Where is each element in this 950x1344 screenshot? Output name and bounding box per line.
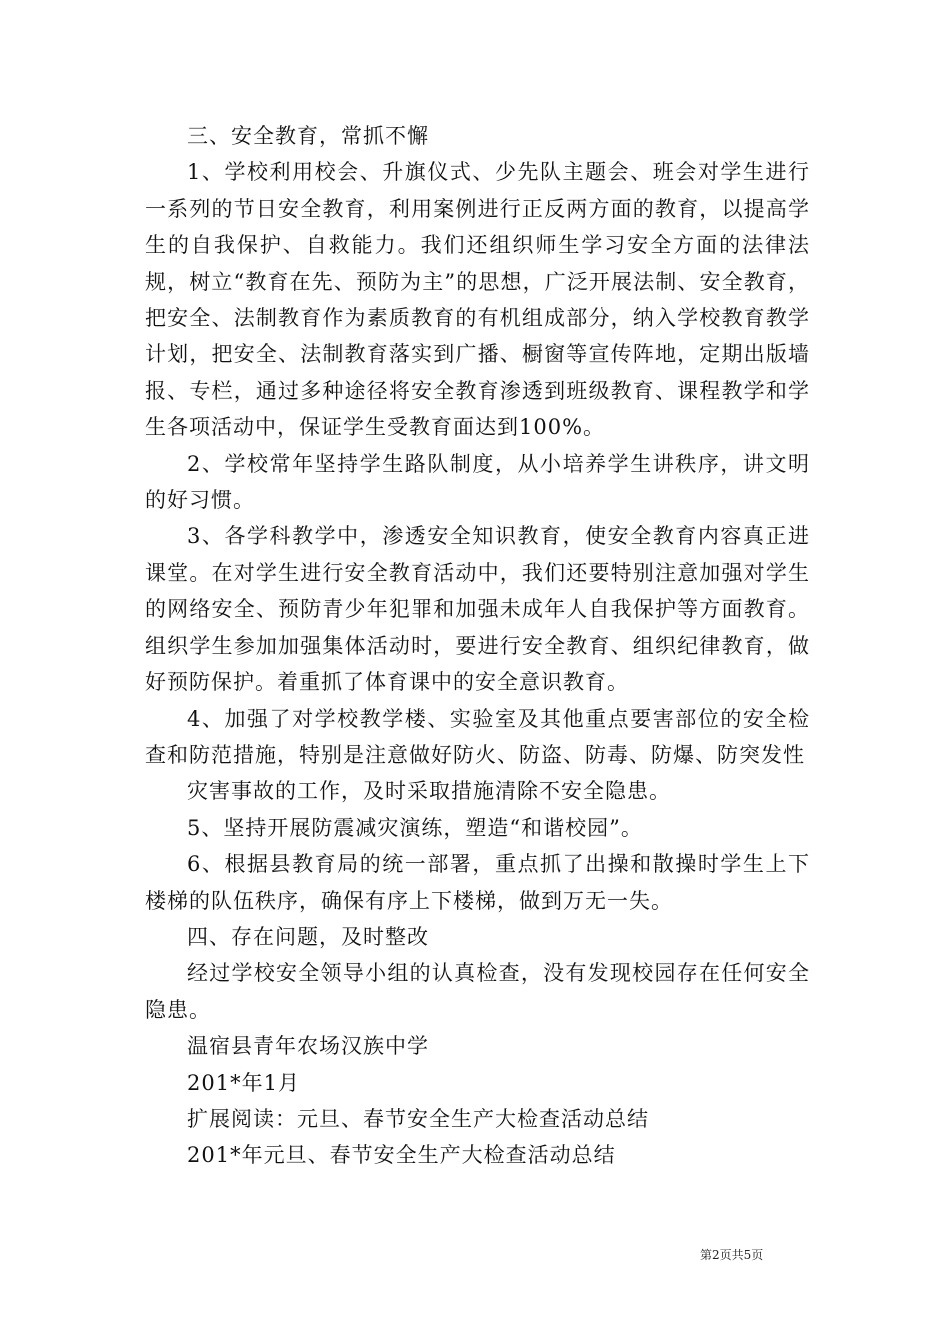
section-heading-problems: 四、存在问题，及时整改 [187,924,429,949]
extended-reading-title: 201*年元旦、春节安全生产大检查活动总结 [187,1143,616,1168]
document-body [145,118,810,1174]
page-number-footer: 第2页共5页 [700,1248,764,1262]
paragraph-inspection-result: 经过学校安全领导小组的认真检查，没有发现校园存在任何安全隐患。 [145,961,810,1022]
paragraph-item-2: 2、学校常年坚持学生路队制度，从小培养学生讲秩序，讲文明的好习惯。 [145,451,810,513]
paragraph-item-6: 6、根据县教育局的统一部署，重点抓了出操和散操时学生上下楼梯的队伍秩序，确保有序上下楼梯，做到万无一失。 [145,852,810,913]
paragraph-item-4-continued: 灾害事故的工作，及时采取措施清除不安全隐患。 [187,779,671,804]
paragraph-item-1: 1、学校利用校会、升旗仪式、少先队主题会、班会对学生进行一系列的节日安全教育，利用案例进行正反两方面的教育，以提高学生的自我保护、自救能力。我们还组织师生学习安全方面的法律法规，树立“教育在先、预防为主”的思想，广泛开展法制、安全教育，把安全、法制教育作为素质教育的有机组成部分，纳入学校教育教学计划，把安全、法制教育落实到广播、橱窗等宣传阵地，定期出版墙报、专栏，通过多种途径将安全教育渗透到班级教育、课程教学和学生各项活动中，保证学生受教育面达到100%。 [145,160,810,440]
extended-reading-label: 扩展阅读：元旦、春节安全生产大检查活动总结 [187,1106,649,1131]
section-heading-safety-education: 三、安全教育，常抓不懈 [187,124,429,148]
paragraph-item-5: 5、坚持开展防震减灾演练，塑造“和谐校园”。 [187,815,643,840]
signature-school-name: 温宿县青年农场汉族中学 [187,1034,429,1059]
paragraph-item-4: 4、加强了对学校教学楼、实验室及其他重点要害部位的安全检查和防范措施，特别是注意做好防火、防盗、防毒、防爆、防突发性 [145,706,810,767]
signature-date: 201*年1月 [187,1070,300,1095]
paragraph-item-3: 3、各学科教学中，渗透安全知识教育，使安全教育内容真正进课堂。在对学生进行安全教育活动中，我们还要特别注意加强对学生的网络安全、预防青少年犯罪和加强未成年人自我保护等方面教育。组织学生参加加强集体活动时，要进行安全教育、组织纪律教育，做好预防保护。着重抓了体育课中的安全意识教育。 [145,524,810,695]
